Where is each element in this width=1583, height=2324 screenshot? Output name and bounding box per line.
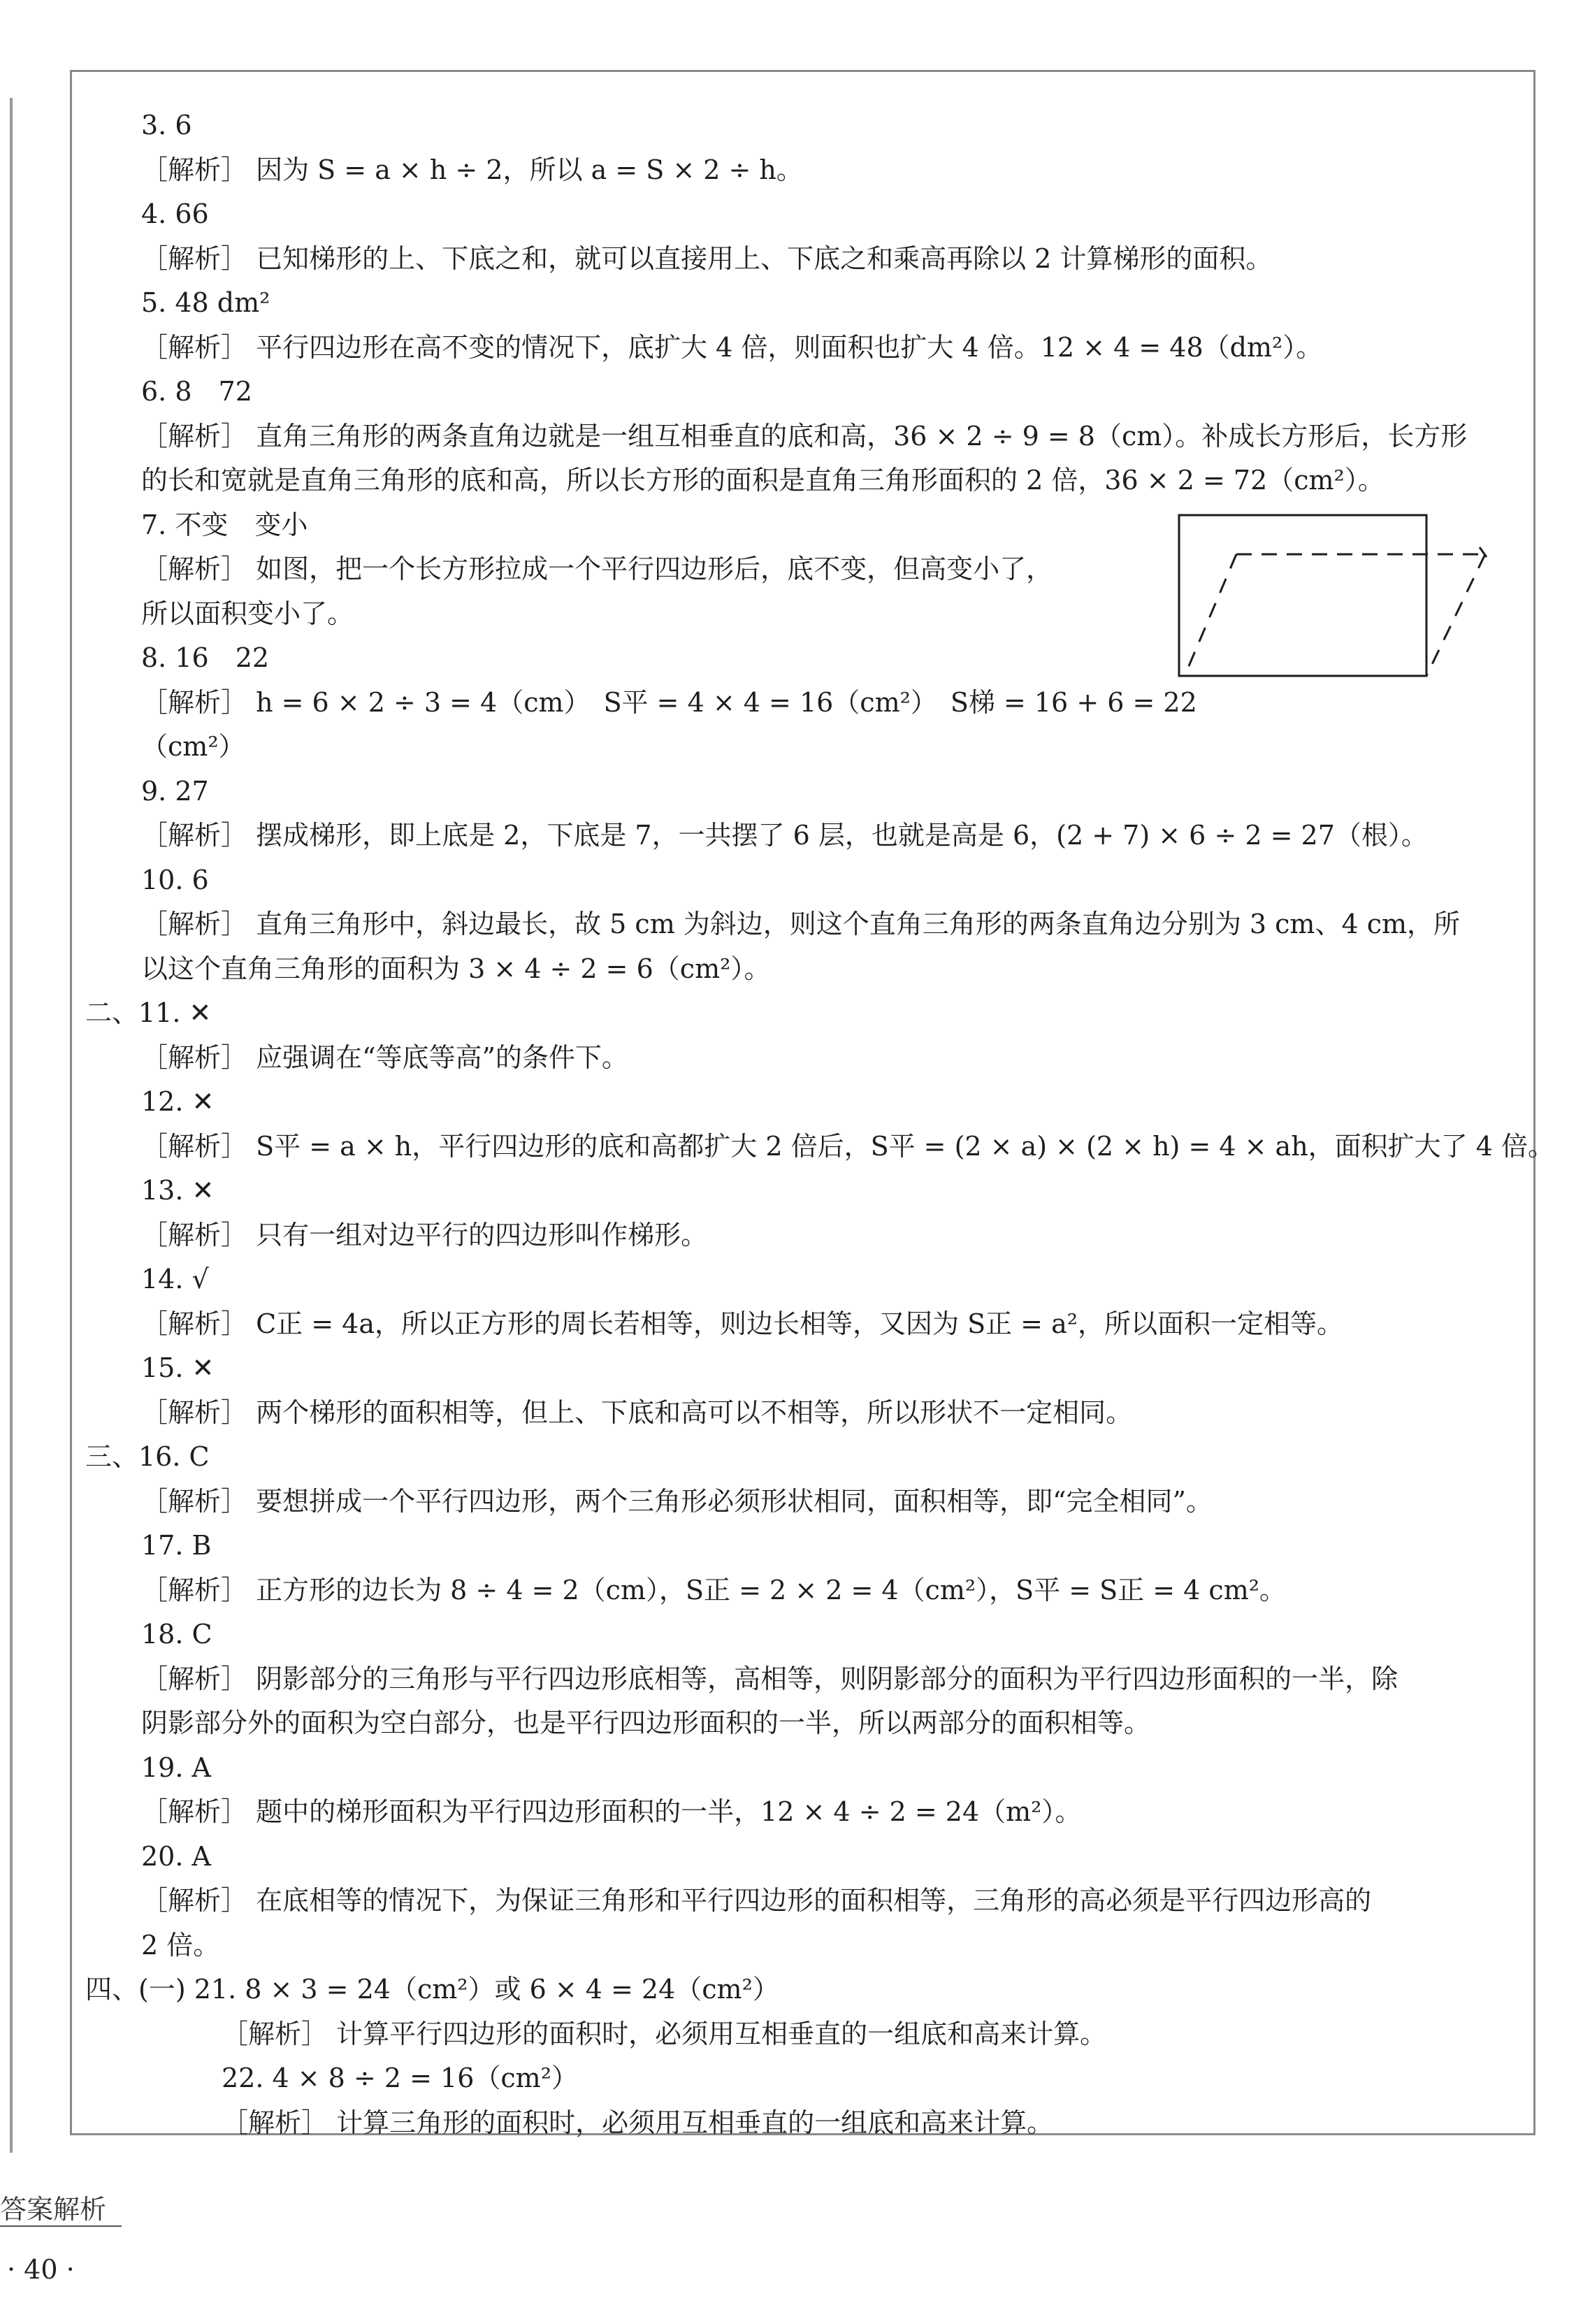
text-line: ［解析］ 计算三角形的面积时，必须用互相垂直的一组底和高来计算。 [222,2107,1054,2138]
text-line: ［解析］ 如图，把一个长方形拉成一个平行四边形后，底不变，但高变小了， [141,554,1053,584]
text-line: ［解析］ 题中的梯形面积为平行四边形面积的一半，12 × 4 ÷ 2 = 24（m²）。 [141,1796,1082,1827]
text-line: 5. 48 dm² [141,287,270,318]
text-line: 17. B [141,1530,212,1561]
text-line: 9. 27 [141,775,209,807]
text-line: 14. √ [141,1264,209,1294]
text-line: 所以面积变小了。 [141,598,354,629]
text-line: ［解析］ h = 6 × 2 ÷ 3 = 4（cm） S平 = 4 × 4 = 16（cm²） S梯 = 16 + 6 = 22 [141,686,1197,718]
text-line: 的长和宽就是直角三角形的底和高，所以长方形的面积是直角三角形面积的 2 倍，36 × 2 = 72（cm²）。 [141,465,1385,496]
text-line: 6. 8 72 [141,376,252,407]
page-left-edge [10,98,13,2153]
text-line: 2 倍。 [141,1929,220,1961]
text-line: ［解析］ 计算平行四边形的面积时，必须用互相垂直的一组底和高来计算。 [222,2018,1107,2049]
text-line: 19. A [141,1752,211,1783]
text-line: 7. 不变 变小 [141,509,308,540]
text-line: 22. 4 × 8 ÷ 2 = 16（cm²） [222,2063,578,2093]
text-line: ［解析］ 已知梯形的上、下底之和，就可以直接用上、下底之和乘高再除以 2 计算梯形的面积。 [141,243,1273,274]
text-line: 四、(一) 21. 8 × 3 = 24（cm²）或 6 × 4 = 24（cm²） [85,1974,779,2005]
text-line: ［解析］ 要想拼成一个平行四边形，两个三角形必须形状相同，面积相等，即“完全相同”。 [141,1485,1213,1517]
text-line: ［解析］ 摆成梯形，即上底是 2，下底是 7，一共摆了 6 层，也就是高是 6，(2 + 7) × 6 ÷ 2 = 27（根）。 [141,820,1428,851]
text-line: （cm²） [141,731,245,762]
text-line: 10. 6 [141,864,209,895]
text-line: ［解析］ C正 = 4a，所以正方形的周长若相等，则边长相等，又因为 S正 = a²，所以面积一定相等。 [141,1308,1343,1339]
text-line: 3. 6 [141,110,192,140]
text-line: 15. ✕ [141,1352,215,1383]
page-number: · 40 · [7,2254,75,2285]
text-line: ［解析］ 应强调在“等底等高”的条件下。 [141,1041,628,1073]
text-line: ［解析］ 只有一组对边平行的四边形叫作梯形。 [141,1219,708,1250]
text-line: 三、16. C [85,1441,210,1472]
text-line: 20. A [141,1840,211,1872]
text-line: 8. 16 22 [141,642,270,673]
text-line: 二、11. ✕ [85,997,212,1028]
answer-content [85,103,1555,2145]
text-line: 13. ✕ [141,1175,215,1206]
text-line: ［解析］ 直角三角形中，斜边最长，故 5 cm 为斜边，则这个直角三角形的两条直角边分别为 3 cm、4 cm，所 [141,909,1461,939]
text-line: 18. C [141,1619,212,1650]
text-line: ［解析］ S平 = a × h，平行四边形的底和高都扩大 2 倍后，S平 = (2 × a) × (2 × h) = 4 × ah，面积扩大了 4 倍。 [141,1130,1555,1162]
text-line: ［解析］ 因为 S = a × h ÷ 2，所以 a = S × 2 ÷ h。 [141,154,803,185]
text-line: ［解析］ 直角三角形的两条直角边就是一组互相垂直的底和高，36 × 2 ÷ 9 = 8（cm）。补成长方形后，长方形 [141,420,1468,452]
text-line: ［解析］ 正方形的边长为 8 ÷ 4 = 2（cm），S正 = 2 × 2 = 4（cm²），S平 = S正 = 4 cm²。 [141,1574,1286,1605]
text-line: ［解析］ 平行四边形在高不变的情况下，底扩大 4 倍，则面积也扩大 4 倍。12 × 4 = 48（dm²）。 [141,331,1323,363]
text-line: 阴影部分外的面积为空白部分，也是平行四边形面积的一半，所以两部分的面积相等。 [141,1708,1151,1738]
rectangle-parallelogram-figure [1178,514,1506,697]
text-line: 4. 66 [141,199,209,229]
text-line: 以这个直角三角形的面积为 3 × 4 ÷ 2 = 6（cm²）。 [141,953,771,984]
text-line: 12. ✕ [141,1086,215,1117]
text-line: ［解析］ 两个梯形的面积相等，但上、下底和高可以不相等，所以形状不一定相同。 [141,1396,1133,1428]
text-line: ［解析］ 阴影部分的三角形与平行四边形底相等，高相等，则阴影部分的面积为平行四边形面积的一半，除 [141,1663,1398,1694]
section-label: 答案解析 [0,2193,122,2227]
text-line: ［解析］ 在底相等的情况下，为保证三角形和平行四边形的面积相等，三角形的高必须是平行四边形高的 [141,1885,1372,1916]
